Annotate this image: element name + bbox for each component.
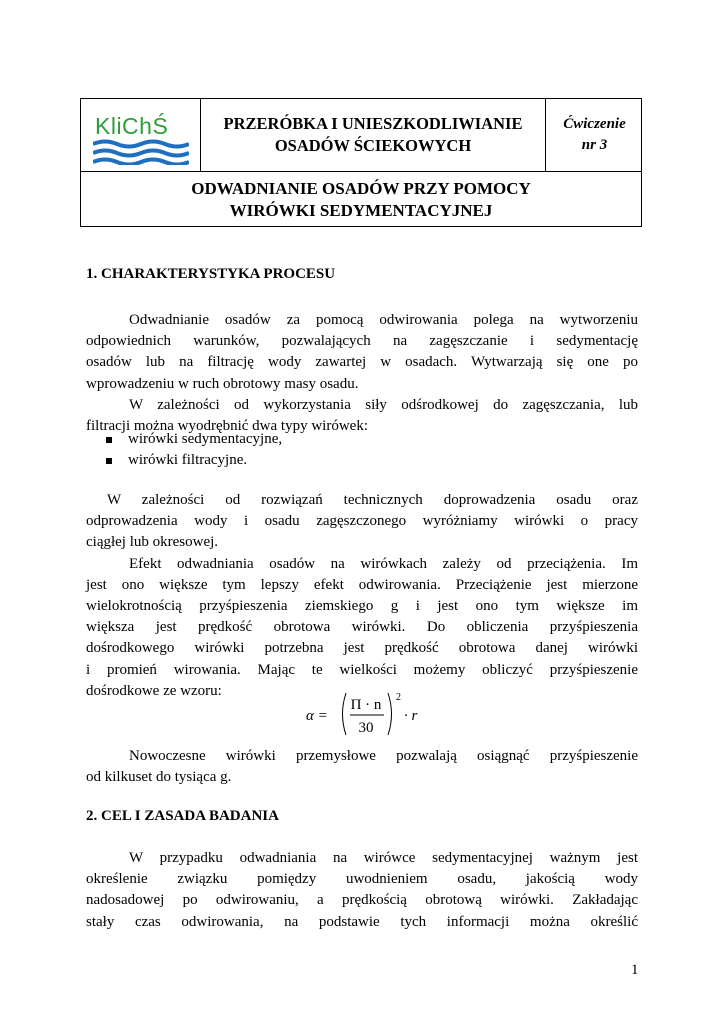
text-line: jest ono większe tym lepszy efekt odwirowania. Przeciążenie jest mierzone: [86, 576, 638, 593]
text-line: większa jest prędkość obrotowa wirówki. Do obliczenia przyśpieszenia: [86, 619, 638, 636]
text-line: nadosadowej po odwirowaniu, a prędkością obrotową wirówki. Zakładając: [86, 892, 638, 909]
exercise-label: Ćwiczenie: [563, 116, 626, 132]
list-item-text: wirówki sedymentacyjne,: [128, 431, 283, 447]
waves-icon: [93, 139, 189, 165]
section-heading: 1. CHARAKTERYSTYKA PROCESU: [86, 266, 336, 282]
paragraph: [86, 490, 638, 702]
course-title-line: PRZERÓBKA I UNIESZKODLIWIANIE: [223, 114, 523, 133]
text-line: wprowadzeniu w ruch obrotowy masy osadu.: [86, 375, 359, 392]
text-line: Efekt odwadniania osadów na wirówkach zależy od przeciążenia. Im: [129, 555, 638, 572]
text-line: stały czas odwirowania, na podstawie tych informacji można określić: [86, 913, 638, 930]
formula-denominator: 30: [358, 720, 374, 736]
text-line: określenie związku pomiędzy uwodnieniem osadu, jakością wody: [86, 871, 638, 888]
left-paren-icon: [343, 693, 347, 735]
formula-exponent: 2: [396, 692, 401, 703]
text-line: odpowiednich warunków, pozwalających na zagęszczanie i sedymentację: [86, 333, 638, 350]
course-title-line: OSADÓW ŚCIEKOWYCH: [274, 136, 472, 155]
exercise-title-line: ODWADNIANIE OSADÓW PRZY POMOCY: [191, 178, 531, 198]
exercise-title: [81, 171, 641, 228]
text-line: W przypadku odwadniania na wirówce sedymentacyjnej ważnym jest: [129, 850, 638, 866]
bullet-icon: [106, 458, 112, 464]
exercise-title-line: WIRÓWKI SEDYMENTACYJNEJ: [229, 200, 493, 220]
bullet-list: [106, 429, 282, 471]
logo: [81, 99, 201, 171]
text-line: odprowadzenia wody i osadu zagęszczonego wyróżniamy wirówki o pracy: [86, 513, 638, 530]
text-line: dośrodkowe ze wzoru:: [86, 682, 222, 699]
list-item: [106, 450, 282, 471]
text-line: filtracji można wyodrębnić dwa typy wirówek:: [86, 417, 368, 434]
logo-text: KliChŚ: [95, 113, 169, 139]
list-item: [106, 429, 282, 450]
paragraph: [86, 310, 638, 437]
header-row: [81, 99, 641, 172]
header-table: [80, 98, 642, 227]
list-item-text: wirówki filtracyjne.: [128, 452, 248, 469]
right-paren-icon: [388, 693, 392, 735]
exercise-number: [546, 99, 643, 171]
bullet-icon: [106, 437, 112, 443]
text-line: ciągłej lub okresowej.: [86, 534, 219, 551]
text-line: od kilkuset do tysiąca g.: [86, 769, 232, 786]
text-line: wielokrotnością przyśpieszenia ziemskiego g i jest ono tym większe im: [86, 597, 638, 614]
course-title: [201, 99, 546, 171]
formula-lhs: α =: [306, 708, 328, 724]
text-line: W zależności od wykorzystania siły odśrodkowej do zagęszczania, lub: [129, 396, 638, 413]
text-line: Nowoczesne wirówki przemysłowe pozwalają osiągnąć przyśpieszenie: [129, 748, 638, 764]
text-line: Odwadnianie osadów za pomocą odwirowania polega na wytworzeniu: [129, 312, 638, 328]
text-line: dośrodkowego wirówki potrzebna jest prędkość obrotowa danej wirówki: [86, 640, 638, 657]
exercise-nr: nr 3: [581, 137, 608, 153]
formula-rhs: · r: [404, 708, 418, 724]
paragraph: [86, 746, 638, 788]
formula: [306, 690, 426, 738]
paragraph: [86, 848, 638, 933]
formula-numerator: Π · n: [350, 697, 382, 713]
text-line: W zależności od rozwiązań technicznych doprowadzenia osadu oraz: [107, 492, 638, 508]
section-heading: 2. CEL I ZASADA BADANIA: [86, 808, 279, 824]
page-number: 1: [631, 962, 639, 978]
text-line: osadów lub na filtrację wody zawartej w osadach. Wytwarzają się one po: [86, 354, 638, 371]
text-line: i promień wirowania. Mając te wielkości możemy obliczyć przyśpieszenie: [86, 661, 638, 678]
